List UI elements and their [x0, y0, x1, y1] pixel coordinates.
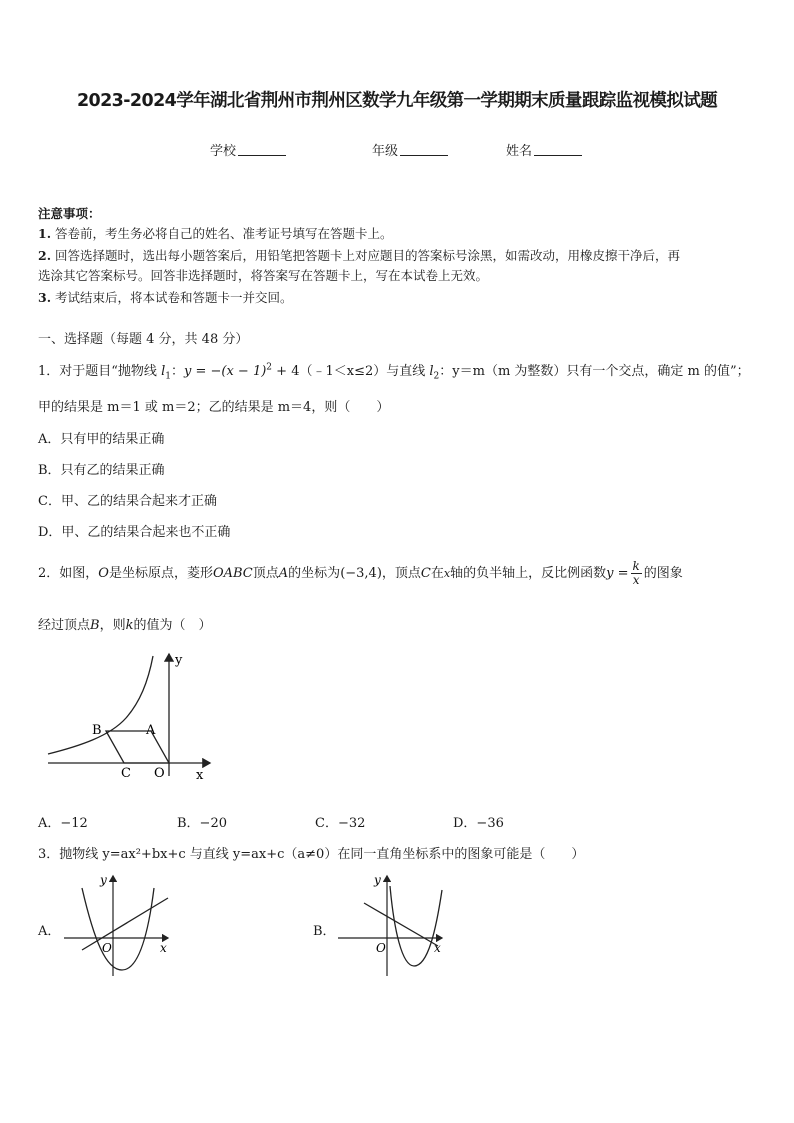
- q2-text: ，则: [99, 618, 126, 633]
- q2-option-a[interactable]: A．−12: [38, 816, 88, 831]
- q2-var-k: k: [125, 618, 134, 633]
- q1-formula: y = −(x − 1): [183, 364, 267, 379]
- q2-text: 的值为（ ）: [133, 618, 212, 633]
- school-label: 学校: [210, 144, 237, 159]
- section-title: 一、选择题（每题 4 分，共 48 分）: [38, 332, 249, 347]
- q1-l2-eq: ：y＝m（m 为整数）只有一个交点，确定 m 的值”；: [439, 364, 750, 379]
- q2-text: 的图象: [643, 566, 683, 581]
- note-num: 3.: [38, 290, 52, 305]
- school-blank[interactable]: [238, 143, 286, 156]
- q1-range: （﹣1＜x≤2）与直线: [299, 364, 430, 379]
- q2-y-eq: y =: [606, 566, 629, 581]
- q1-stem-line1: [38, 360, 750, 382]
- note-num: 1.: [38, 226, 52, 241]
- notes-heading: 注意事项：: [38, 206, 101, 221]
- fig-a-label: A: [146, 723, 156, 738]
- q1-prefix: 1．对于题目“抛物线: [38, 364, 162, 379]
- q1-colon: ：: [170, 364, 184, 379]
- q2-coord: (−3,4): [340, 566, 382, 581]
- name-field: [506, 140, 582, 159]
- fig-y-label: y: [100, 873, 107, 887]
- note-text: 回答选择题时，选出每小题答案后，用铅笔把答题卡上对应题目的答案标号涂黑，如需改动，用橡皮擦干净后，再: [55, 248, 681, 263]
- q2-text: 是坐标原点，菱形: [108, 566, 213, 581]
- fig-y-label: y: [374, 873, 381, 887]
- q2-var-oabc: OABC: [212, 566, 253, 581]
- q2-option-b[interactable]: B．−20: [177, 816, 227, 831]
- q2-text: 在: [430, 566, 444, 581]
- q1-formula-tail: + 4: [272, 364, 300, 379]
- fig-b-label: B: [92, 723, 102, 738]
- q1-option-c[interactable]: C．甲、乙的结果合起来才正确: [38, 494, 217, 509]
- q1-l2: l: [429, 364, 434, 379]
- q2-option-c[interactable]: C．−32: [315, 816, 366, 831]
- fig-o-label: O: [102, 941, 112, 955]
- note-item-3: [38, 288, 293, 306]
- q1-option-d[interactable]: D．甲、乙的结果合起来也不正确: [38, 525, 231, 540]
- note-text: 考试结束后，将本试卷和答题卡一并交回。: [55, 290, 293, 305]
- q2-text: 轴的负半轴上，反比例函数: [450, 566, 607, 581]
- q3-stem: 3．抛物线 y=ax²+bx+c 与直线 y=ax+c（a≠0）在同一直角坐标系中的图象可能是（ ）: [38, 847, 585, 862]
- fig-x-label: x: [160, 941, 167, 955]
- school-field: [210, 140, 286, 159]
- rhombus-oabc: [106, 731, 169, 763]
- q1-l1-sub: 1: [165, 371, 171, 382]
- q3-option-a-label[interactable]: A．: [38, 924, 61, 939]
- q2-var-x: x: [443, 567, 451, 580]
- fig-x-label: x: [196, 768, 204, 783]
- fig-o-label: O: [376, 941, 386, 955]
- q2-frac-num: k: [632, 559, 640, 573]
- fig-c-label: C: [121, 766, 131, 781]
- q2-var-c: C: [420, 566, 431, 581]
- fig-x-label: x: [434, 941, 441, 955]
- q2-text: 的坐标为: [288, 566, 341, 581]
- q3-figure-a[interactable]: [60, 870, 175, 980]
- q2-stem-line1: [38, 560, 683, 587]
- q2-var-o: O: [98, 566, 109, 581]
- q1-l1: l: [161, 364, 166, 379]
- grade-blank[interactable]: [400, 143, 448, 156]
- q1-stem-line2: 甲的结果是 m＝1 或 m＝2；乙的结果是 m＝4，则（ ）: [38, 400, 390, 415]
- grade-label: 年级: [372, 144, 399, 159]
- q2-text: 顶点: [252, 566, 279, 581]
- q2-figure: [40, 648, 220, 786]
- page-title: 2023-2024学年湖北省荆州市荆州区数学九年级第一学期期末质量跟踪监视模拟试题: [76, 91, 718, 111]
- parabola: [82, 888, 154, 970]
- q2-frac-den: x: [632, 573, 640, 587]
- note-num: 2.: [38, 248, 52, 263]
- q1-option-a[interactable]: A．只有甲的结果正确: [38, 432, 165, 447]
- q3-option-b-label[interactable]: B．: [313, 924, 336, 939]
- q3-figure-b[interactable]: [334, 870, 449, 980]
- line: [364, 903, 438, 946]
- q1-l2-sub: 2: [433, 371, 440, 382]
- note-item-2: [38, 246, 680, 264]
- note-text: 答卷前，考生务必将自己的姓名、准考证号填写在答题卡上。: [55, 226, 393, 241]
- hyperbola-curve: [48, 656, 153, 754]
- grade-field: [372, 140, 448, 159]
- q2-var-b: B: [90, 618, 100, 633]
- q2-stem-line2: [38, 614, 212, 633]
- fig-o-label: O: [154, 766, 165, 781]
- q2-text: ，顶点: [381, 566, 421, 581]
- name-blank[interactable]: [534, 143, 582, 156]
- q2-text: 经过顶点: [38, 618, 91, 633]
- q2-fraction: [631, 560, 642, 587]
- q1-exp: 2: [266, 362, 273, 373]
- q1-option-b[interactable]: B．只有乙的结果正确: [38, 463, 165, 478]
- q2-var-a: A: [278, 566, 289, 581]
- q2-text: 2．如图，: [38, 566, 99, 581]
- q2-option-d[interactable]: D．−36: [453, 816, 504, 831]
- note-item-1: [38, 224, 393, 242]
- line: [82, 898, 168, 950]
- note-item-2-cont: 选涂其它答案标号。回答非选择题时，将答案写在答题卡上，写在本试卷上无效。: [38, 268, 489, 283]
- name-label: 姓名: [506, 144, 533, 159]
- fig-y-label: y: [175, 653, 183, 668]
